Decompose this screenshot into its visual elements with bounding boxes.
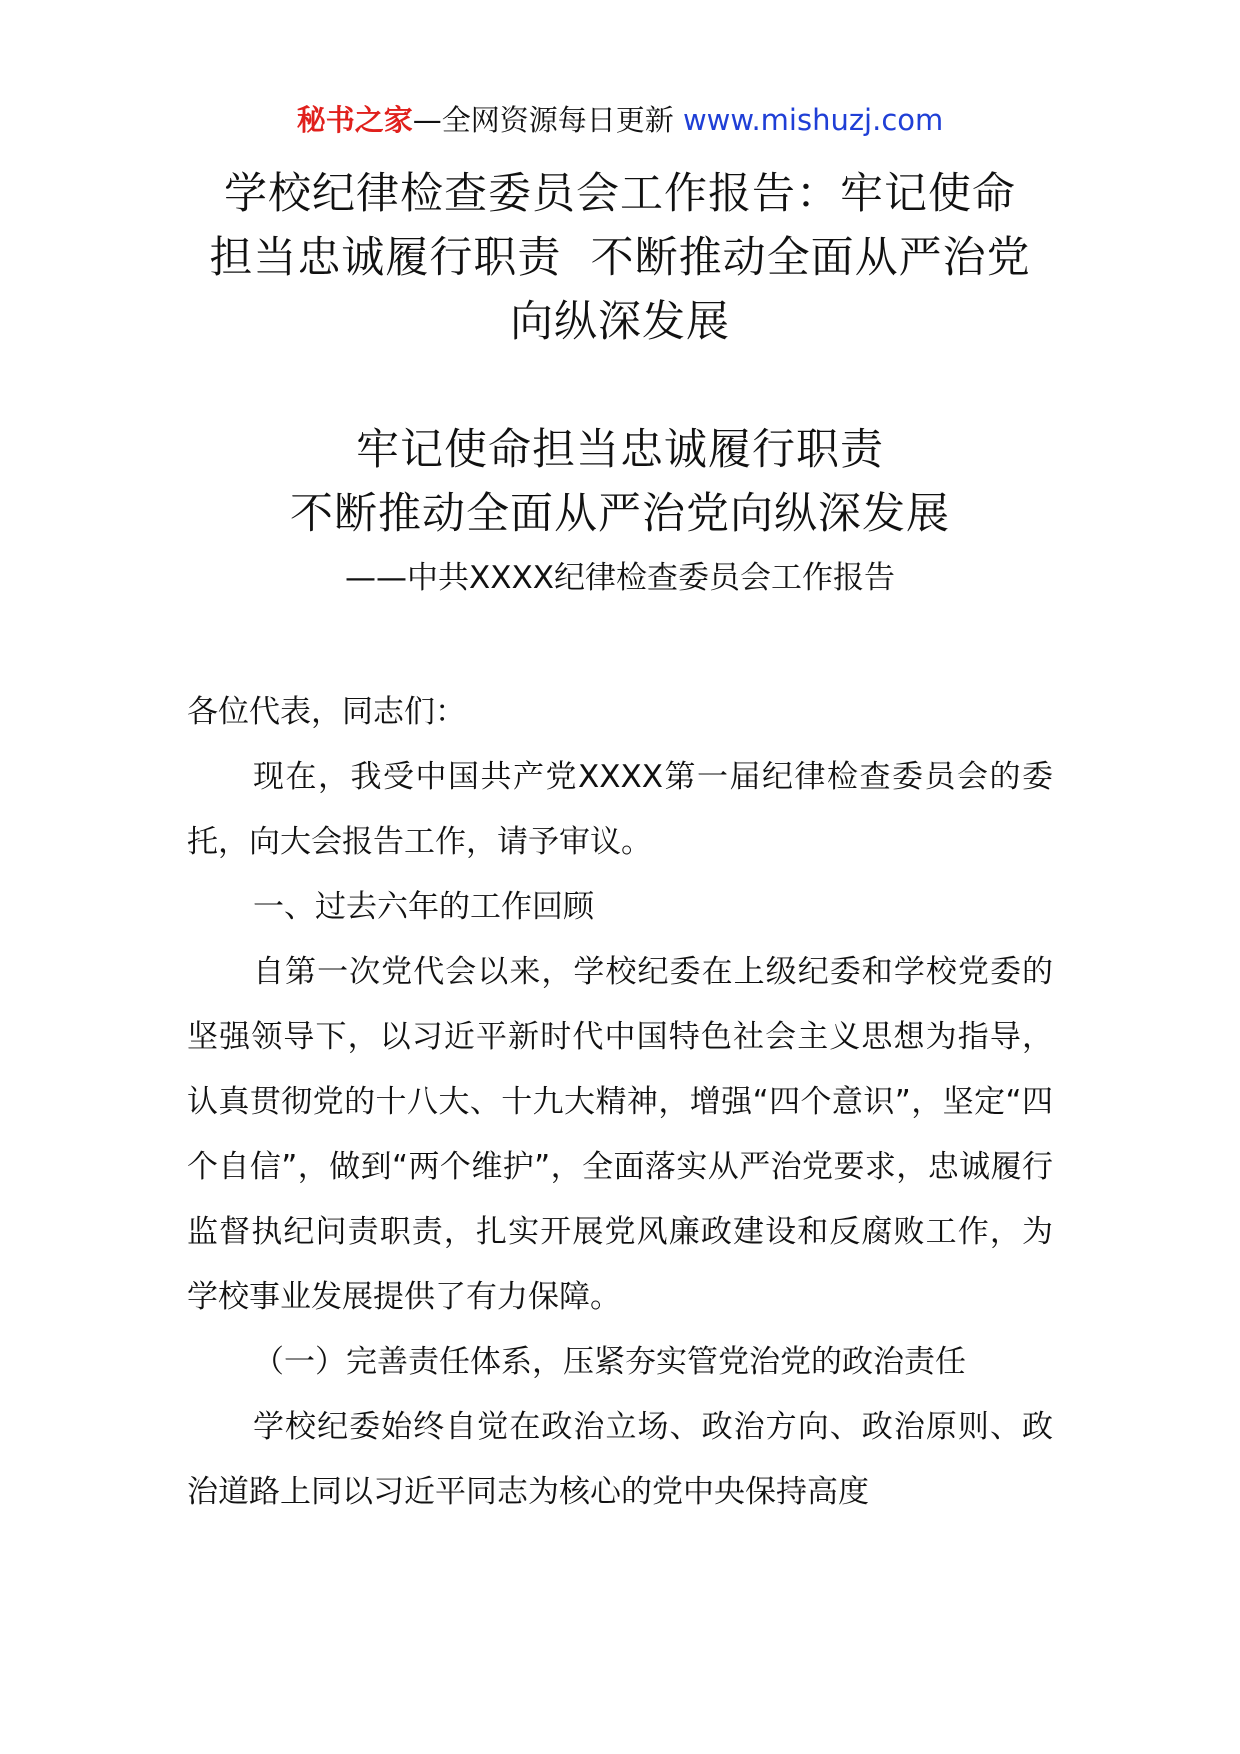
document-title <box>160 162 1080 354</box>
report-subtitle: ——中共XXXX纪律检查委员会工作报告 <box>345 560 895 596</box>
salutation: 各位代表，同志们： <box>187 694 466 730</box>
body-paragraph: 学校纪委始终自觉在政治立场、政治方向、政治原则、政治道路上同以习近平同志为核心的党中央保持高度 <box>187 1409 1053 1510</box>
site-header <box>0 100 1240 140</box>
document-title-line: 担当忠诚履行职责 不断推动全面从严治党 <box>209 233 1031 283</box>
subsection-heading: （一）完善责任体系，压紧夯实管党治党的政治责任 <box>253 1344 966 1380</box>
site-url-link[interactable]: www.mishuzj.com <box>682 103 944 137</box>
report-title-line: 牢记使命担当忠诚履行职责 <box>356 425 884 475</box>
report-title <box>160 418 1080 546</box>
document-title-line: 学校纪律检查委员会工作报告：牢记使命 <box>224 169 1016 219</box>
report-title-line: 不断推动全面从严治党向纵深发展 <box>290 489 950 539</box>
report-body <box>187 680 1053 1525</box>
body-paragraph: 现在，我受中国共产党XXXX第一届纪律检查委员会的委托，向大会报告工作，请予审议。 <box>187 759 1053 860</box>
section-heading: 一、过去六年的工作回顾 <box>253 889 594 925</box>
site-tagline: —全网资源每日更新 <box>412 103 674 137</box>
body-paragraph: 自第一次党代会以来，学校纪委在上级纪委和学校党委的坚强领导下，以习近平新时代中国特色社会主义思想为指导，认真贯彻党的十八大、十九大精神，增强“四个意识”，坚定“四个自信”，做到“两个维护”，全面落实从严治党要求，忠诚履行监督执纪问责职责，扎实开展党风廉政建设和反腐败工作，为学校事业发展提供了有力保障。 <box>187 954 1053 1315</box>
site-name: 秘书之家 <box>296 103 413 137</box>
document-title-line: 向纵深发展 <box>510 297 730 347</box>
